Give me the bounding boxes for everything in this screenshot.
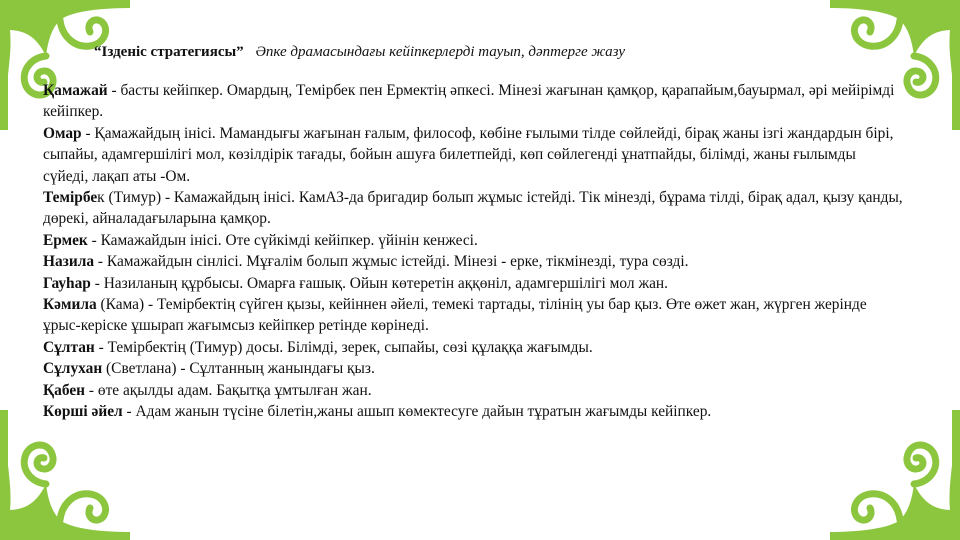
- character-description: - Камажайдын інісі. Оте сүйкімді кейіпкер. үйінін кенжесі.: [87, 231, 478, 249]
- character-name: Темірбе: [43, 189, 98, 207]
- character-entry: [43, 80, 903, 123]
- character-name: Кәмила: [43, 296, 97, 314]
- character-entry: [43, 337, 903, 358]
- character-entry: [43, 401, 903, 422]
- slide-heading: [94, 44, 854, 61]
- character-entry: [43, 123, 903, 187]
- character-list: [43, 80, 903, 423]
- corner-ornament-bottom-right: [830, 410, 960, 540]
- character-name: Омар: [43, 124, 82, 142]
- corner-ornament-bottom-left: [0, 410, 130, 540]
- character-entry: [43, 380, 903, 401]
- character-name: Көрші әйел: [43, 403, 123, 421]
- character-description: - Камажайдын сінлісі. Мұғалім болып жұмыс істейді. Мінезі - ерке, тікмінезді, тура сөзді.: [94, 253, 689, 271]
- character-description: - басты кейіпкер. Омардың, Темірбек пен Ермектің әпкесі. Мінезі жағынан қамқор, қарапайым,бауырмал, әрі мейірімді кейіпкер.: [43, 82, 895, 121]
- character-name: Қабен: [43, 381, 86, 399]
- character-description: к (Тимур) - Камажайдың інісі. КамАЗ-да бригадир болып жұмыс істейді. Тік мінезді, бұрама тілді, бірақ адал, қызу қанды, дөрекі, айналадағыларына қамқор.: [43, 189, 903, 228]
- character-description: - Қамажайдың інісі. Мамандығы жағынан ғалым, философ, көбіне ғылыми тілде сөйлейді, бірақ жаны ізгі жандардын бірі, сыпайы, адамгершілігі мол, көзілдірік тағады, бойын ашуға билетпейді, көп сөйлегенді ұнатпайды, білімді, жаны ғылымды сүйеді, лақап аты -Ом.: [43, 124, 894, 185]
- character-entry: [43, 251, 903, 272]
- character-entry: [43, 294, 903, 337]
- character-entry: [43, 273, 903, 294]
- character-description: (Светлана) - Сұлтанның жанындағы қыз.: [102, 360, 375, 378]
- character-description: - Назиланың құрбысы. Омарға ғашық. Ойын көтеретін аққөніл, адамгершілігі мол жан.: [90, 274, 668, 292]
- character-entry: [43, 187, 903, 230]
- character-name: Қамажай: [43, 82, 108, 99]
- character-name: Ермек: [43, 231, 88, 249]
- character-name: Назила: [43, 253, 95, 271]
- character-entry: [43, 230, 903, 251]
- character-description: - Адам жанын түсіне білетін,жаны ашып көмектесуге дайын тұратын жағымды кейіпкер.: [122, 403, 712, 421]
- heading-title: “Ізденіс стратегиясы”: [94, 44, 244, 60]
- character-name: Сұлухан: [43, 360, 103, 378]
- character-description: - өте ақылды адам. Бақытқа ұмтылған жан.: [85, 381, 372, 399]
- heading-subtitle: Әпке драмасындағы кейіпкерлерді тауып, дәптерге жазу: [255, 44, 626, 60]
- character-description: (Кама) - Темірбектің сүйген қызы, кейіннен әйелі, темекі тартады, тілінің уы бар қыз. Өте өжет жан, жүрген жерінде ұрыс-керіске ұшырап жағымсыз кейіпкер ретінде көрінеді.: [43, 296, 867, 335]
- character-entry: [43, 358, 903, 379]
- character-name: Сұлтан: [43, 338, 95, 356]
- character-description: - Темірбектің (Тимур) досы. Білімді, зерек, сыпайы, сөзі құлаққа жағымды.: [94, 338, 593, 356]
- character-name: Гауһар: [43, 274, 91, 292]
